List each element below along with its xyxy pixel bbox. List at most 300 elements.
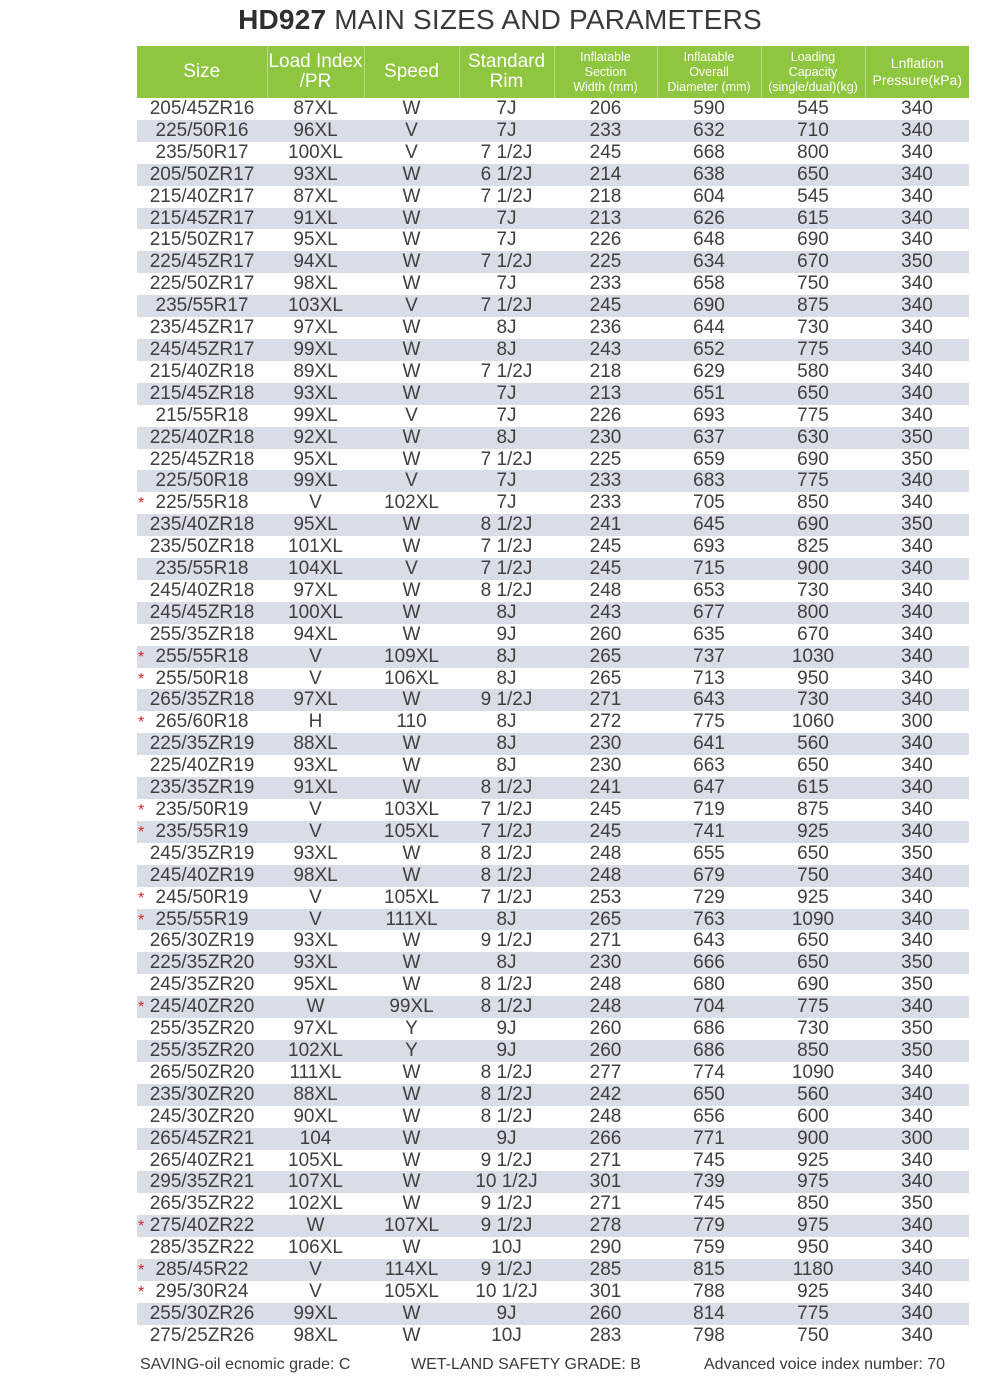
size-cell bbox=[137, 536, 267, 558]
header-loading-capacity: Loading Capacity (single/dual)(kg) bbox=[761, 46, 865, 98]
pressure-cell: 340 bbox=[901, 273, 933, 295]
section-width-cell: 260 bbox=[554, 1303, 657, 1325]
size-cell bbox=[137, 930, 267, 952]
speed-cell: 103XL bbox=[384, 799, 439, 820]
section-width-cell: 230 bbox=[589, 755, 622, 777]
rim-cell: 10J bbox=[491, 1237, 522, 1259]
load-index-cell: 93XL bbox=[267, 164, 364, 186]
rim-cell: 7 1/2J bbox=[459, 295, 554, 317]
size-cell bbox=[137, 383, 267, 405]
overall-diameter-cell: 763 bbox=[657, 909, 761, 931]
load-index-cell: 89XL bbox=[293, 360, 338, 382]
footer-noise-index: Advanced voice index number: 70 bbox=[704, 1356, 946, 1373]
size-cell bbox=[137, 208, 267, 230]
load-index-cell: 99XL bbox=[267, 1303, 364, 1325]
loading-capacity-cell: 690 bbox=[797, 229, 829, 251]
speed-cell: W bbox=[402, 1061, 421, 1083]
pressure-cell: 350 bbox=[865, 952, 969, 974]
table-row bbox=[137, 427, 969, 449]
loading-capacity-cell: 775 bbox=[761, 470, 865, 492]
load-index-cell: V bbox=[267, 909, 364, 931]
size-text: 235/55R17 bbox=[155, 295, 249, 317]
section-width-cell: 301 bbox=[554, 1171, 657, 1193]
size-cell bbox=[137, 711, 267, 733]
size-cell bbox=[137, 646, 267, 668]
load-index-cell: 91XL bbox=[267, 208, 364, 230]
table-row bbox=[137, 164, 969, 186]
load-index-cell: 98XL bbox=[293, 273, 338, 295]
pressure-cell: 340 bbox=[865, 1084, 969, 1106]
speed-cell: W bbox=[364, 383, 459, 405]
speed-cell: V bbox=[405, 404, 418, 426]
load-index-cell: 97XL bbox=[293, 1018, 338, 1040]
loading-capacity-cell: 925 bbox=[797, 1280, 829, 1302]
loading-capacity-cell: 730 bbox=[797, 317, 829, 339]
loading-capacity-cell: 850 bbox=[761, 1040, 865, 1062]
load-index-cell: 94XL bbox=[267, 251, 364, 273]
rim-cell: 8 1/2J bbox=[480, 1061, 533, 1083]
speed-cell: W bbox=[402, 185, 421, 207]
section-width-cell: 266 bbox=[554, 1128, 657, 1150]
pressure-cell: 350 bbox=[865, 514, 969, 536]
load-index-cell: 93XL bbox=[267, 383, 364, 405]
rim-cell: 8 1/2J bbox=[480, 842, 533, 864]
section-width-cell: 245 bbox=[589, 799, 622, 820]
loading-capacity-cell: 950 bbox=[797, 667, 829, 689]
load-index-cell: 98XL bbox=[293, 1324, 338, 1346]
load-index-cell: 98XL bbox=[267, 865, 364, 887]
table-row bbox=[137, 251, 969, 273]
section-width-cell: 248 bbox=[589, 842, 622, 864]
table-row bbox=[137, 1281, 969, 1303]
size-cell bbox=[137, 733, 267, 755]
section-width-cell: 253 bbox=[589, 886, 622, 908]
load-index-cell: 95XL bbox=[293, 974, 338, 996]
rim-cell: 8J bbox=[459, 602, 554, 624]
pressure-cell: 340 bbox=[865, 733, 969, 755]
speed-cell: W bbox=[364, 689, 459, 711]
section-width-cell: 230 bbox=[554, 952, 657, 974]
speed-cell: 99XL bbox=[364, 996, 459, 1018]
loading-capacity-cell: 975 bbox=[761, 1215, 865, 1237]
load-index-cell: 102XL bbox=[267, 1040, 364, 1062]
pressure-cell: 340 bbox=[865, 909, 969, 931]
section-width-cell: 206 bbox=[589, 98, 622, 119]
rim-cell: 9J bbox=[459, 1303, 554, 1325]
size-text: 295/30R24 bbox=[155, 1280, 249, 1302]
size-text: 275/40ZR22 bbox=[149, 1215, 255, 1237]
overall-diameter-cell: 719 bbox=[693, 799, 725, 820]
table-row bbox=[137, 843, 969, 865]
overall-diameter-cell: 745 bbox=[693, 1149, 725, 1171]
overall-diameter-cell: 668 bbox=[693, 141, 725, 163]
load-index-cell: V bbox=[267, 821, 364, 843]
table-row bbox=[137, 1106, 969, 1128]
rim-cell: 7J bbox=[496, 98, 517, 119]
rim-cell: 9 1/2J bbox=[480, 1149, 533, 1171]
load-index-cell: 91XL bbox=[267, 777, 364, 799]
speed-cell: W bbox=[364, 1128, 459, 1150]
marker-asterisk: * bbox=[138, 1283, 145, 1301]
table-row bbox=[137, 821, 969, 843]
overall-diameter-cell: 656 bbox=[693, 1105, 725, 1127]
pressure-cell: 340 bbox=[901, 1149, 933, 1171]
loading-capacity-cell: 1090 bbox=[761, 909, 865, 931]
overall-diameter-cell: 644 bbox=[693, 317, 725, 339]
loading-capacity-cell: 950 bbox=[797, 1237, 829, 1259]
table-row bbox=[137, 1215, 969, 1237]
section-width-cell: 260 bbox=[554, 1040, 657, 1062]
overall-diameter-cell: 677 bbox=[657, 602, 761, 624]
size-cell bbox=[137, 229, 267, 251]
pressure-cell: 350 bbox=[901, 448, 933, 470]
size-text: 235/50R17 bbox=[155, 141, 249, 163]
load-index-cell: 87XL bbox=[293, 98, 338, 119]
size-text: 285/35ZR22 bbox=[149, 1237, 255, 1259]
speed-cell: W bbox=[402, 1324, 421, 1346]
loading-capacity-cell: 775 bbox=[761, 1303, 865, 1325]
pressure-cell: 340 bbox=[901, 755, 933, 777]
load-index-cell: 97XL bbox=[267, 689, 364, 711]
pressure-cell: 340 bbox=[901, 799, 933, 820]
rim-cell: 9J bbox=[459, 1128, 554, 1150]
size-text: 215/50ZR17 bbox=[149, 229, 255, 251]
table-row bbox=[137, 1259, 969, 1281]
overall-diameter-cell: 745 bbox=[693, 1193, 725, 1215]
section-width-cell: 301 bbox=[589, 1280, 622, 1302]
load-index-cell: 97XL bbox=[293, 579, 338, 601]
speed-cell: W bbox=[364, 777, 459, 799]
pressure-cell: 340 bbox=[865, 1215, 969, 1237]
size-text: 285/45R22 bbox=[155, 1259, 249, 1281]
size-text: 275/25ZR26 bbox=[149, 1324, 255, 1346]
speed-cell: W bbox=[402, 1149, 421, 1171]
speed-cell: W bbox=[402, 755, 421, 777]
header-row bbox=[137, 46, 969, 98]
loading-capacity-cell: 900 bbox=[761, 1128, 865, 1150]
size-cell bbox=[137, 295, 267, 317]
size-cell bbox=[137, 1084, 267, 1106]
table-row bbox=[137, 120, 969, 142]
size-cell bbox=[137, 427, 267, 449]
table-row bbox=[137, 1303, 969, 1325]
size-text: 245/50R19 bbox=[155, 886, 249, 908]
size-text: 245/35ZR19 bbox=[149, 842, 255, 864]
load-index-cell: 87XL bbox=[293, 185, 338, 207]
overall-diameter-cell: 715 bbox=[657, 558, 761, 580]
section-width-cell: 213 bbox=[554, 383, 657, 405]
overall-diameter-cell: 635 bbox=[693, 623, 725, 645]
table-row bbox=[137, 799, 969, 821]
speed-cell: 105XL bbox=[384, 886, 439, 908]
size-text: 265/40ZR21 bbox=[149, 1149, 255, 1171]
size-text: 255/55R19 bbox=[155, 908, 249, 930]
section-width-cell: 245 bbox=[589, 141, 622, 163]
table-row bbox=[137, 339, 969, 361]
table-row bbox=[137, 449, 969, 471]
loading-capacity-cell: 730 bbox=[797, 1018, 829, 1040]
rim-cell: 6 1/2J bbox=[459, 164, 554, 186]
size-cell bbox=[137, 909, 267, 931]
overall-diameter-cell: 713 bbox=[693, 667, 725, 689]
marker-asterisk: * bbox=[138, 670, 145, 688]
rim-cell: 8 1/2J bbox=[459, 1084, 554, 1106]
size-text: 245/45ZR17 bbox=[149, 338, 255, 360]
table-row bbox=[137, 624, 969, 646]
size-text: 265/60R18 bbox=[155, 711, 249, 733]
loading-capacity-cell: 560 bbox=[761, 1084, 865, 1106]
section-width-cell: 260 bbox=[589, 623, 622, 645]
overall-diameter-cell: 604 bbox=[693, 185, 725, 207]
table-row bbox=[137, 887, 969, 909]
load-index-cell: 88XL bbox=[267, 1084, 364, 1106]
rim-cell: 9 1/2J bbox=[459, 689, 554, 711]
size-text: 225/35ZR19 bbox=[149, 733, 255, 755]
section-width-cell: 271 bbox=[589, 1193, 622, 1215]
size-cell bbox=[137, 865, 267, 887]
pressure-cell: 340 bbox=[865, 339, 969, 361]
section-width-cell: 290 bbox=[589, 1237, 622, 1259]
loading-capacity-cell: 900 bbox=[761, 558, 865, 580]
table-row bbox=[137, 777, 969, 799]
table-row bbox=[137, 602, 969, 624]
load-index-cell: V bbox=[267, 646, 364, 668]
section-width-cell: 243 bbox=[554, 339, 657, 361]
pressure-cell: 340 bbox=[901, 404, 933, 426]
loading-capacity-cell: 650 bbox=[797, 930, 829, 952]
pressure-cell: 340 bbox=[901, 1061, 933, 1083]
overall-diameter-cell: 729 bbox=[693, 886, 725, 908]
size-text: 215/45ZR17 bbox=[149, 207, 255, 229]
footer bbox=[0, 1356, 1000, 1380]
size-cell bbox=[137, 974, 267, 996]
speed-cell: 109XL bbox=[364, 646, 459, 668]
size-cell bbox=[137, 1150, 267, 1172]
size-text: 235/50R19 bbox=[155, 799, 249, 820]
speed-cell: W bbox=[364, 339, 459, 361]
speed-cell: V bbox=[364, 558, 459, 580]
size-text: 245/35ZR20 bbox=[149, 974, 255, 996]
size-text: 225/50ZR17 bbox=[149, 273, 255, 295]
size-text: 235/45ZR17 bbox=[149, 317, 255, 339]
size-cell bbox=[137, 449, 267, 471]
rim-cell: 8J bbox=[459, 909, 554, 931]
table-row bbox=[137, 1325, 969, 1347]
table-row bbox=[137, 711, 969, 733]
sizes-table bbox=[137, 46, 969, 1347]
size-text: 215/40ZR18 bbox=[149, 360, 255, 382]
pressure-cell: 340 bbox=[901, 141, 933, 163]
load-index-cell: 95XL bbox=[267, 514, 364, 536]
size-text: 265/35ZR22 bbox=[149, 1193, 255, 1215]
size-text: 225/50R18 bbox=[155, 470, 249, 492]
size-cell bbox=[137, 1040, 267, 1062]
pressure-cell: 340 bbox=[901, 886, 933, 908]
marker-asterisk: * bbox=[138, 495, 145, 513]
speed-cell: W bbox=[402, 1105, 421, 1127]
speed-cell: 114XL bbox=[364, 1259, 459, 1281]
loading-capacity-cell: 650 bbox=[761, 952, 865, 974]
rim-cell: 9 1/2J bbox=[459, 1215, 554, 1237]
rim-cell: 7 1/2J bbox=[459, 251, 554, 273]
table-row bbox=[137, 865, 969, 887]
loading-capacity-cell: 800 bbox=[761, 602, 865, 624]
section-width-cell: 241 bbox=[554, 514, 657, 536]
pressure-cell: 340 bbox=[901, 536, 933, 558]
size-cell bbox=[137, 1106, 267, 1128]
loading-capacity-cell: 730 bbox=[797, 579, 829, 601]
size-text: 265/35ZR18 bbox=[149, 689, 255, 711]
marker-asterisk: * bbox=[138, 1218, 145, 1236]
speed-cell: W bbox=[402, 579, 421, 601]
rim-cell: 10J bbox=[491, 1324, 522, 1346]
load-index-cell: 107XL bbox=[267, 1171, 364, 1193]
section-width-cell: 265 bbox=[589, 667, 622, 689]
size-cell bbox=[137, 1237, 267, 1259]
overall-diameter-cell: 650 bbox=[657, 1084, 761, 1106]
loading-capacity-cell: 1090 bbox=[791, 1061, 835, 1083]
pressure-cell: 340 bbox=[901, 492, 933, 514]
loading-capacity-cell: 825 bbox=[797, 536, 829, 558]
size-text: 225/50R16 bbox=[155, 119, 249, 141]
overall-diameter-cell: 737 bbox=[657, 646, 761, 668]
load-index-cell: H bbox=[308, 711, 323, 733]
rim-cell: 7J bbox=[459, 383, 554, 405]
size-text: 245/30ZR20 bbox=[149, 1105, 255, 1127]
rim-cell: 7 1/2J bbox=[480, 799, 533, 820]
section-width-cell: 218 bbox=[589, 360, 622, 382]
overall-diameter-cell: 626 bbox=[657, 208, 761, 230]
rim-cell: 7J bbox=[496, 273, 517, 295]
header-size: Size bbox=[137, 46, 267, 98]
rim-cell: 8J bbox=[496, 317, 517, 339]
size-cell bbox=[137, 98, 267, 120]
speed-cell: W bbox=[364, 733, 459, 755]
marker-asterisk: * bbox=[138, 648, 145, 666]
rim-cell: 7 1/2J bbox=[480, 448, 533, 470]
size-text: 255/30ZR26 bbox=[149, 1302, 255, 1324]
rim-cell: 8 1/2J bbox=[459, 777, 554, 799]
rim-cell: 9J bbox=[459, 1040, 554, 1062]
size-cell bbox=[137, 405, 267, 427]
loading-capacity-cell: 850 bbox=[797, 492, 829, 514]
speed-cell: W bbox=[364, 427, 459, 449]
overall-diameter-cell: 659 bbox=[693, 448, 725, 470]
loading-capacity-cell: 1060 bbox=[791, 711, 835, 733]
size-cell bbox=[137, 1259, 267, 1281]
load-index-cell: 103XL bbox=[267, 295, 364, 317]
speed-cell: W bbox=[402, 273, 421, 295]
marker-asterisk: * bbox=[138, 911, 145, 929]
section-width-cell: 248 bbox=[589, 974, 622, 996]
pressure-cell: 340 bbox=[865, 646, 969, 668]
overall-diameter-cell: 653 bbox=[693, 579, 725, 601]
rim-cell: 9 1/2J bbox=[480, 930, 533, 952]
section-width-cell: 230 bbox=[554, 733, 657, 755]
speed-cell: W bbox=[402, 229, 421, 251]
loading-capacity-cell: 925 bbox=[797, 886, 829, 908]
table-row bbox=[137, 186, 969, 208]
size-text: 255/35ZR18 bbox=[149, 623, 255, 645]
load-index-cell: V bbox=[309, 799, 322, 820]
load-index-cell: W bbox=[267, 996, 364, 1018]
section-width-cell: 285 bbox=[554, 1259, 657, 1281]
size-text: 205/45ZR16 bbox=[149, 98, 255, 119]
section-width-cell: 277 bbox=[589, 1061, 622, 1083]
overall-diameter-cell: 663 bbox=[693, 755, 725, 777]
size-text: 245/40ZR19 bbox=[149, 864, 255, 886]
rim-cell: 8 1/2J bbox=[480, 1105, 533, 1127]
pressure-cell: 340 bbox=[865, 120, 969, 142]
load-index-cell: 104 bbox=[267, 1128, 364, 1150]
load-index-cell: 96XL bbox=[267, 120, 364, 142]
rim-cell: 9J bbox=[496, 623, 517, 645]
pressure-cell: 340 bbox=[865, 383, 969, 405]
size-text: 245/40ZR20 bbox=[149, 996, 255, 1018]
rim-cell: 9 1/2J bbox=[480, 1193, 533, 1215]
size-cell bbox=[137, 514, 267, 536]
overall-diameter-cell: 693 bbox=[693, 536, 725, 558]
load-index-cell: 93XL bbox=[267, 952, 364, 974]
section-width-cell: 226 bbox=[589, 229, 622, 251]
loading-capacity-cell: 690 bbox=[797, 448, 829, 470]
size-text: 215/40ZR17 bbox=[149, 185, 255, 207]
overall-diameter-cell: 666 bbox=[657, 952, 761, 974]
table-row bbox=[137, 689, 969, 711]
rim-cell: 7 1/2J bbox=[480, 360, 533, 382]
table-body bbox=[137, 98, 969, 1347]
loading-capacity-cell: 615 bbox=[761, 208, 865, 230]
pressure-cell: 340 bbox=[865, 164, 969, 186]
loading-capacity-cell: 710 bbox=[761, 120, 865, 142]
marker-asterisk: * bbox=[138, 823, 145, 841]
rim-cell: 7 1/2J bbox=[480, 185, 533, 207]
size-text: 265/45ZR21 bbox=[149, 1127, 255, 1149]
rim-cell: 8J bbox=[459, 733, 554, 755]
table-row bbox=[137, 952, 969, 974]
pressure-cell: 350 bbox=[901, 1193, 933, 1215]
load-index-cell: 93XL bbox=[293, 930, 338, 952]
table-row bbox=[137, 1084, 969, 1106]
table-row bbox=[137, 930, 969, 952]
overall-diameter-cell: 693 bbox=[693, 404, 725, 426]
speed-cell: W bbox=[364, 251, 459, 273]
rim-cell: 8J bbox=[459, 339, 554, 361]
load-index-cell: 88XL bbox=[267, 733, 364, 755]
header-load-index: Load Index /PR bbox=[267, 46, 364, 98]
speed-cell: W bbox=[402, 974, 421, 996]
load-index-cell: 100XL bbox=[267, 602, 364, 624]
loading-capacity-cell: 650 bbox=[761, 383, 865, 405]
speed-cell: 107XL bbox=[364, 1215, 459, 1237]
section-width-cell: 272 bbox=[589, 711, 622, 733]
rim-cell: 8 1/2J bbox=[459, 514, 554, 536]
loading-capacity-cell: 800 bbox=[797, 141, 829, 163]
overall-diameter-cell: 788 bbox=[693, 1280, 725, 1302]
section-width-cell: 230 bbox=[554, 427, 657, 449]
loading-capacity-cell: 775 bbox=[761, 339, 865, 361]
loading-capacity-cell: 750 bbox=[797, 1324, 829, 1346]
overall-diameter-cell: 775 bbox=[693, 711, 725, 733]
loading-capacity-cell: 1030 bbox=[761, 646, 865, 668]
table-row bbox=[137, 229, 969, 251]
section-width-cell: 242 bbox=[554, 1084, 657, 1106]
rim-cell: 7 1/2J bbox=[459, 558, 554, 580]
load-index-cell: 95XL bbox=[293, 229, 338, 251]
section-width-cell: 248 bbox=[554, 865, 657, 887]
loading-capacity-cell: 925 bbox=[761, 821, 865, 843]
rim-cell: 8J bbox=[459, 646, 554, 668]
